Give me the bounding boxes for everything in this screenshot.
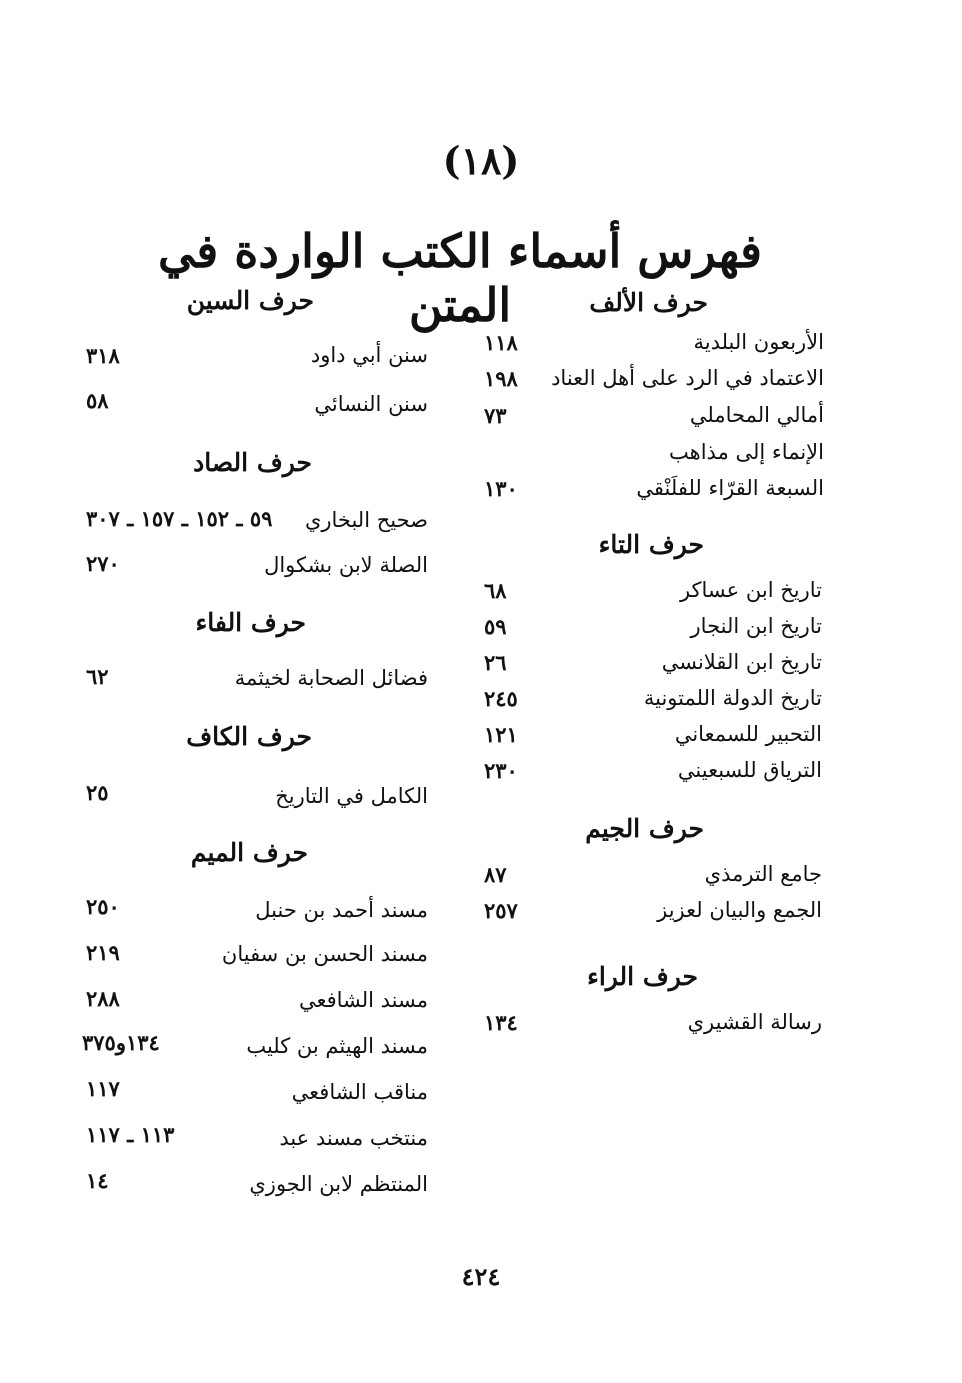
list-item-title: مسند الهيثم بن كليب [246,1034,428,1058]
list-item-title: السبعة القرّاء للفلَنْقي [636,476,824,500]
section-header-meem: حرف الميم [190,838,308,867]
list-item-title: منتخب مسند عبد [279,1126,428,1150]
section-header-alif: حرف الألف [589,288,708,317]
list-item-pages: ١٩٨ [484,366,518,391]
section-header-seen: حرف السين [186,286,314,315]
page-number: ٤٢٤ [461,1262,501,1291]
section-header-raa: حرف الراء [587,962,698,991]
list-item-pages: ١١٣ ـ ١١٧ [86,1122,175,1147]
list-item-title: تاريخ ابن النجار [690,614,822,638]
list-item-title: الترياق للسبعيني [677,758,822,782]
list-item-title: مناقب الشافعي [291,1080,428,1104]
list-item-pages: ٥٨ [86,388,109,413]
list-item-title: سنن أبي داود [310,343,428,367]
list-item-title: جامع الترمذي [704,862,822,886]
list-item-title: رسالة القشيري [687,1010,822,1034]
section-number: (١٨) [442,138,520,183]
section-header-jeem: حرف الجيم [585,814,704,843]
list-item-title: مسند الحسن بن سفيان [221,942,428,966]
list-item-pages: ٦٨ [484,578,507,603]
list-item-pages: ٧٣ [484,403,507,428]
section-header-faa: حرف الفاء [195,608,306,637]
list-item-title: صحيح البخاري [304,508,428,532]
list-item-pages: ٢٣٠ [484,758,518,783]
list-item-pages: ١٣٤و٣٧٥ [82,1030,160,1055]
list-item-title: التحبير للسمعاني [674,722,822,746]
list-item-title: الأربعون البلدية [693,330,824,354]
list-item-pages: ٢٦ [484,650,507,675]
section-header-kaaf: حرف الكاف [186,722,312,751]
list-item-title: الإنماء إلى مذاهب [669,440,824,464]
list-item-title: سنن النسائي [314,392,428,416]
list-item-pages: ٢٨٨ [86,986,120,1011]
list-item-title: مسند أحمد بن حنبل [255,898,428,922]
list-item-pages: ٢٥٧ [484,898,518,923]
list-item-pages: ٥٩ [484,614,507,639]
list-item-pages: ١١٨ [484,330,518,355]
list-item-pages: ٥٩ ـ ١٥٢ ـ ١٥٧ ـ ٣٠٧ [86,506,273,531]
list-item-pages: ٦٢ [86,664,109,689]
section-header-taa: حرف التاء [598,530,704,559]
list-item-pages: ١١٧ [86,1076,120,1101]
list-item-title: تاريخ الدولة اللمتونية [643,686,822,710]
list-item-pages: ٢٥ [86,780,109,805]
list-item-title: أمالي المحاملي [689,403,824,427]
list-item-pages: ٢٥٠ [86,894,120,919]
list-item-title: تاريخ ابن عساكر [679,578,822,602]
list-item-pages: ٨٧ [484,862,507,887]
list-item-pages: ٢١٩ [86,940,120,965]
list-item-title: مسند الشافعي [298,988,428,1012]
list-item-pages: ٢٧٠ [86,551,120,576]
list-item-title: الاعتماد في الرد على أهل العناد [551,366,824,390]
list-item-pages: ١٢١ [484,722,518,747]
list-item-pages: ١٣٠ [484,476,518,501]
section-header-saad: حرف الصاد [193,448,312,477]
list-item-pages: ٣١٨ [86,343,120,368]
list-item-title: الصلة لابن بشكوال [264,553,428,577]
list-item-pages: ٢٤٥ [484,686,518,711]
list-item-title: فضائل الصحابة لخيثمة [234,666,428,690]
list-item-title: المنتظم لابن الجوزي [249,1172,428,1196]
list-item-title: تاريخ ابن القلانسي [661,650,822,674]
list-item-title: الجمع والبيان لعزيز [657,898,822,922]
list-item-pages: ١٣٤ [484,1010,518,1035]
list-item-pages: ١٤ [86,1168,109,1193]
list-item-title: الكامل في التاريخ [275,784,428,808]
page-title: فهرس أسماء الكتب الواردة في المتن [157,224,763,332]
